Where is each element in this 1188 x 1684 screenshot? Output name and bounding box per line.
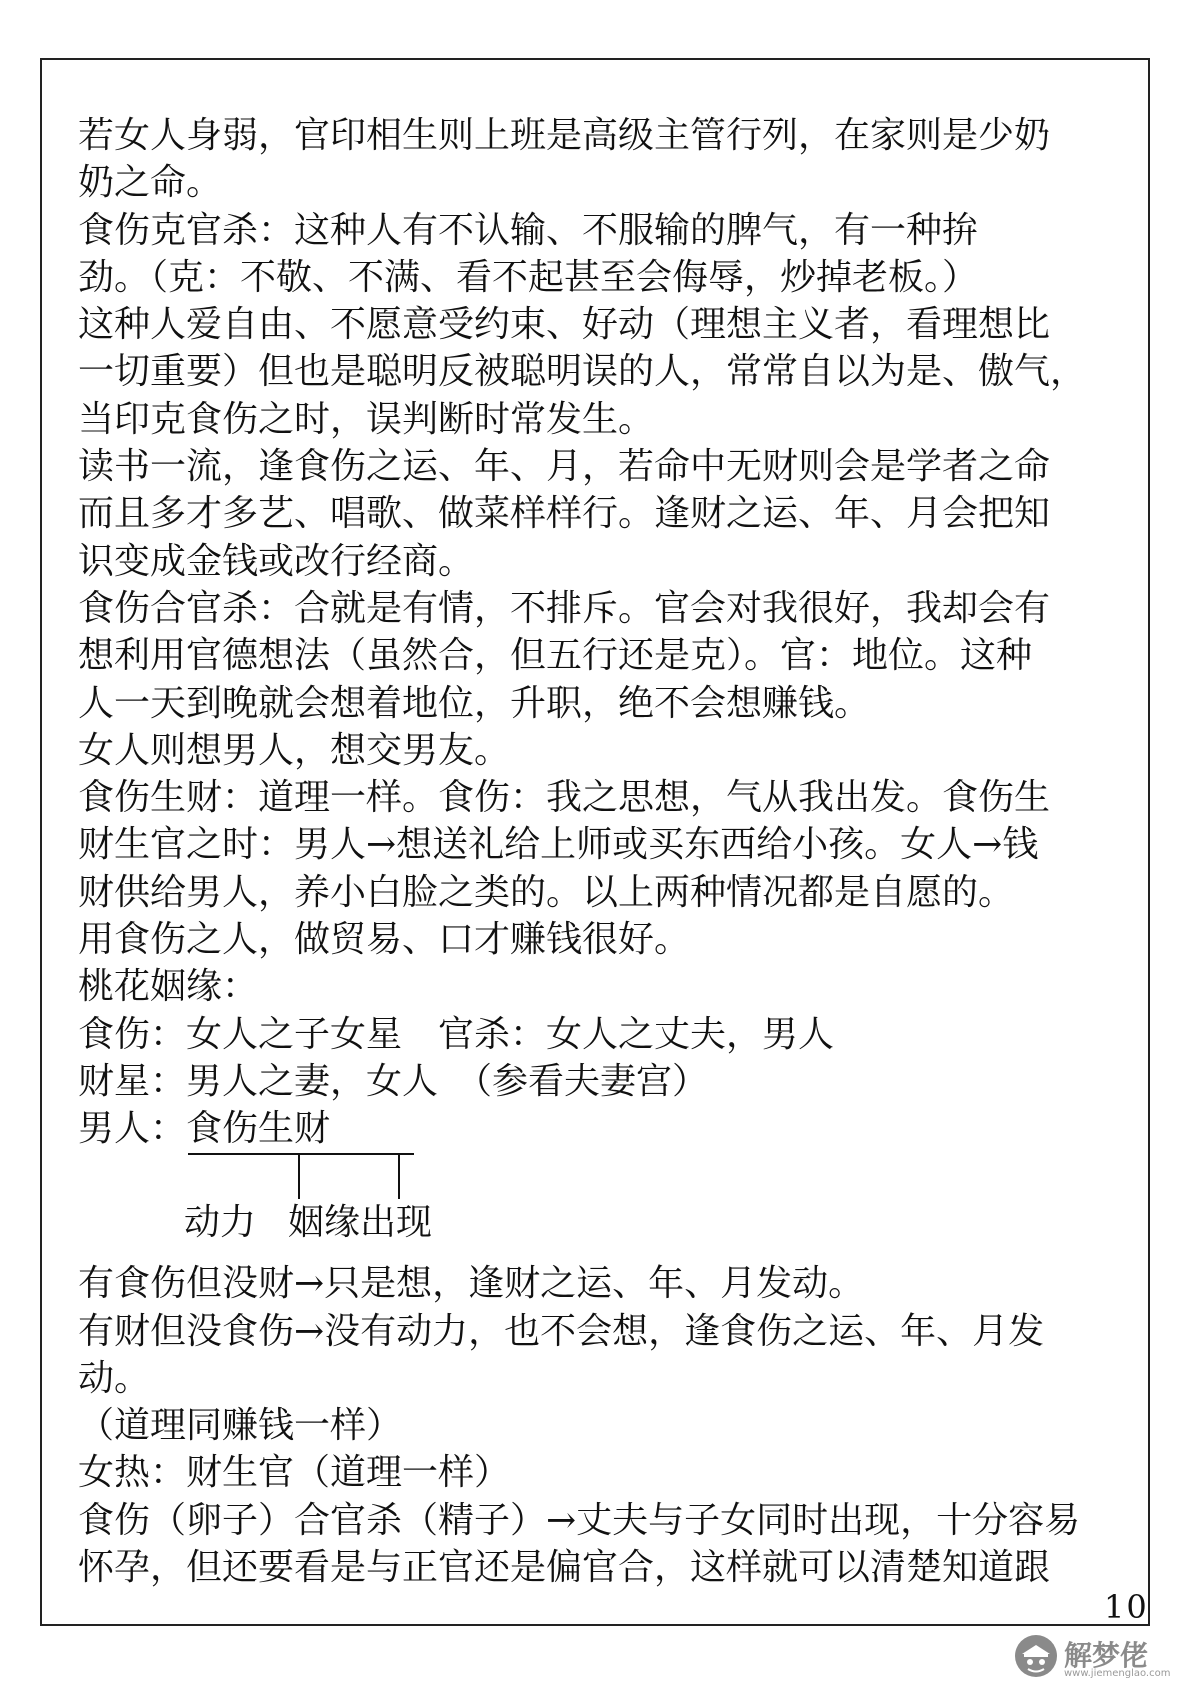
text-line: 动。: [78, 1357, 151, 1399]
underline-cai: [334, 1111, 414, 1155]
diagram-label-left: 动力: [184, 1202, 257, 1244]
spacer: [78, 1246, 1138, 1260]
text-line: 怀孕，但还要看是与正官还是偏官合，这样就可以清楚知道跟: [78, 1547, 1051, 1589]
text-line: 食伤生财：道理一样。食伤：我之思想，气从我出发。食伤生: [78, 777, 1051, 819]
text-line: 这种人爱自由、不愿意受约束、好动（理想主义者，看理想比: [78, 304, 1051, 346]
text-line: 有食伤但没财→只是想，逢财之运、年、月发动。: [78, 1263, 865, 1305]
text-line: 而且多才多艺、唱歌、做菜样样行。逢财之运、年、月会把知: [78, 493, 1051, 535]
watermark-url: www.jiemenglao.com: [1064, 1668, 1171, 1679]
text-line: 用食伤之人，做贸易、口才赚钱很好。: [78, 919, 691, 961]
text-line: 读书一流，逢食伤之运、年、月，若命中无财则会是学者之命: [78, 446, 1051, 488]
relation-diagram: [78, 1105, 1138, 1246]
text-line: 财星：男人之妻，女人 （参看夫妻宫）: [78, 1060, 709, 1102]
page-number: 10: [1104, 1588, 1149, 1626]
text-line: 若女人身弱，官印相生则上班是高级主管行列，在家则是少奶: [78, 115, 1051, 156]
underline-shishang: [188, 1111, 338, 1155]
text-line: 劲。（克：不敬、不满、看不起甚至会侮辱，炒掉老板。）: [78, 256, 979, 298]
fortune-teller-hat-icon: [1014, 1634, 1058, 1678]
text-line: （道理同赚钱一样）: [78, 1405, 403, 1447]
text-line: 识变成金钱或改行经商。: [78, 540, 475, 582]
text-line: 女人则想男人，想交男友。: [78, 729, 511, 771]
connector-line-left: [298, 1153, 300, 1199]
text-line: 财供给男人，养小白脸之类的。以上两种情况都是自愿的。: [78, 871, 1015, 913]
watermark: [1014, 1630, 1184, 1684]
watermark-text: 解梦佬: [1064, 1639, 1149, 1672]
text-line: 当印克食伤之时，误判断时常发生。: [78, 398, 655, 440]
connector-line-right: [398, 1153, 400, 1199]
text-line: 食伤合官杀：合就是有情，不排斥。官会对我很好，我却会有: [78, 587, 1051, 629]
text-line: 想利用官德想法（虽然合，但五行还是克）。官：地位。这种: [78, 635, 1033, 677]
text-line: 食伤：女人之子女星 官杀：女人之丈夫，男人: [78, 1013, 835, 1055]
text-line: 桃花姻缘：: [78, 966, 259, 1008]
text-line: 财生官之时：男人→想送礼给上师或买东西给小孩。女人→钱: [78, 824, 1039, 866]
text-line: 食伤（卵子）合官杀（精子）→丈夫与子女同时出现，十分容易: [78, 1499, 1081, 1541]
diagram-label-right: 姻缘出现: [288, 1202, 433, 1244]
text-line: 食伤克官杀：这种人有不认输、不服输的脾气，有一种拚: [78, 209, 979, 251]
text-line: 奶之命。: [78, 162, 223, 204]
text-line: 人一天到晚就会想着地位，升职，绝不会想赚钱。: [78, 682, 871, 724]
text-line: 一切重要）但也是聪明反被聪明误的人，常常自以为是、傲气，: [78, 351, 1087, 393]
diagram-term: 食伤生财: [186, 1108, 331, 1150]
document-body: [78, 112, 1138, 1591]
text-line: 女热：财生官（道理一样）: [78, 1452, 511, 1494]
text-line: 有财但没食伤→没有动力，也不会想，逢食伤之运、年、月发: [78, 1310, 1045, 1352]
diagram-prefix: 男人：: [78, 1108, 187, 1150]
